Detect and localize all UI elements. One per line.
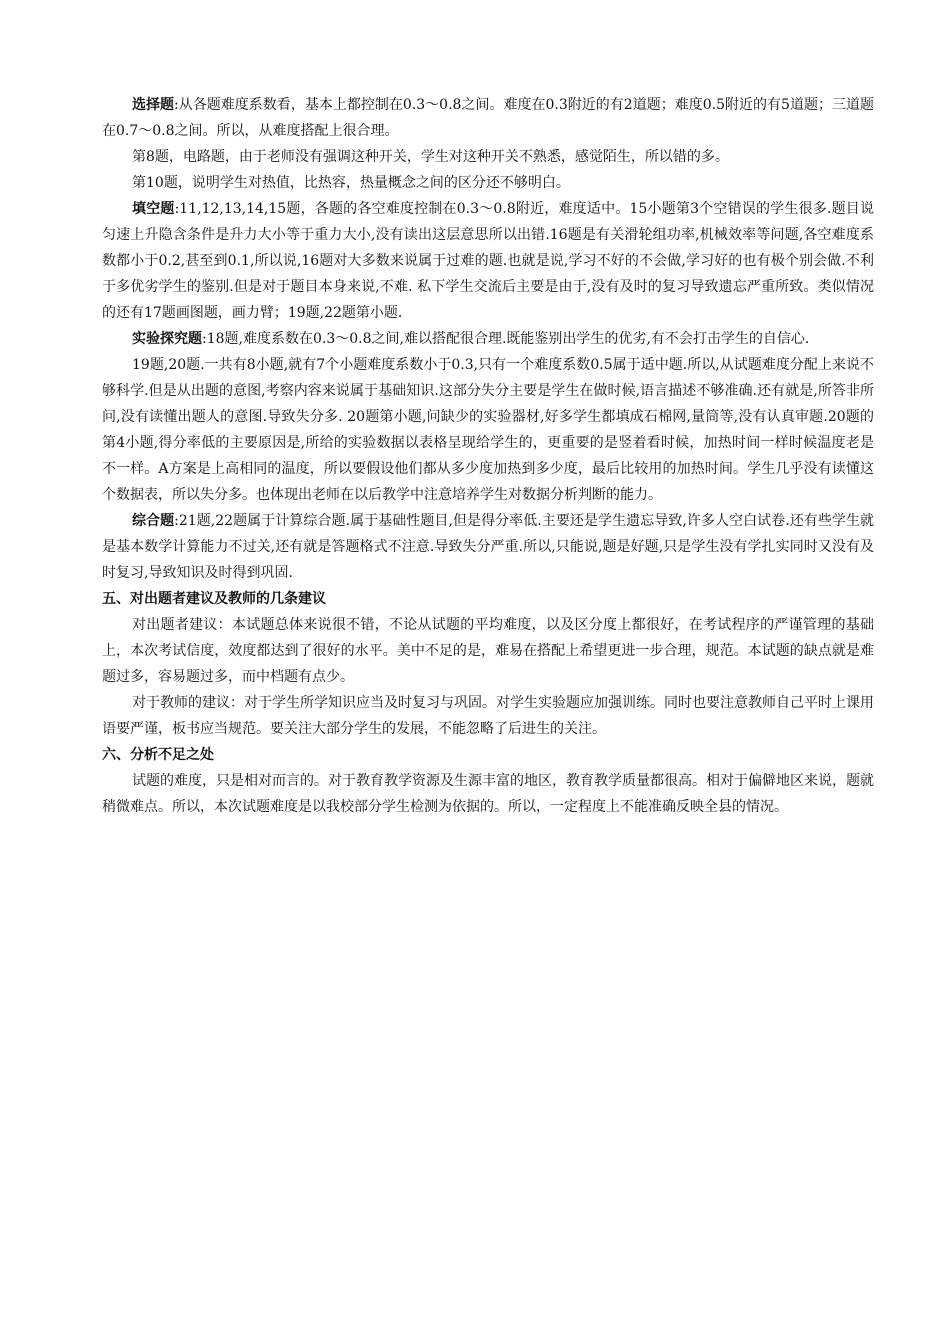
paragraph-analysis-shortcomings: 试题的难度，只是相对而言的。对于教育教学资源及生源丰富的地区，教育教学质量都很高。相对于偏僻地区来说，题就稍微难点。所以，本次试题难度是以我校部分学生检测为依据的。所以，一定程度上不能准确反映全县的情况。 — [102, 773, 874, 815]
paragraph-experiment-questions — [102, 326, 874, 352]
paragraph-question-10: 第10题，说明学生对热值，比热容，热量概念之间的区分还不够明白。 — [132, 175, 570, 191]
text-fill-questions: :11,12,13,14,15题，各题的各空难度控制在0.3～0.8附近，难度适中。15小题第3个空错误的学生很多.题目说匀速上升隐含条件是升力大小等于重力大小,没有读出这层意思所以出错.16题是有关滑轮组功率,机械效率等问题,各空难度系数都小于0.2,甚至到0.1,所以说,16题对大多数来说属于过难的题.也就是说,学习不好的不会做,学习好的也有极个别会做.不利于多优劣学生的鉴别.但是对于题目本身来说,不难. 私下学生交流后主要是由于,没有及时的复习导致遗忘严重所致。类似情况的还有17题画图题，画力臂；19题,22题第小题. — [102, 201, 874, 321]
text-experiment-questions: :18题,难度系数在0.3～0.8之间,难以搭配很合理.既能鉴别出学生的优劣,有不会打击学生的自信心. — [202, 331, 810, 347]
lead-comprehensive-questions: 综合题 — [132, 513, 175, 529]
paragraph-suggestions-for-setters: 对出题者建议：本试题总体来说很不错，不论从试题的平均难度，以及区分度上都很好，在考试程序的严谨管理的基础上，本次考试信度，效度都达到了很好的水平。美中不足的是，难易在搭配上希望更进一步合理，规范。本试题的缺点就是难题过多，容易题过多，而中档题有点少。 — [102, 617, 874, 685]
section-5-heading: 五、对出题者建议及教师的几条建议 — [102, 591, 326, 607]
paragraph-suggestions-for-teachers: 对于教师的建议：对于学生所学知识应当及时复习与巩固。对学生实验题应加强训练。同时也要注意教师自己平时上课用语要严谨，板书应当规范。要关注大部分学生的发展，不能忽略了后进生的关注。 — [102, 695, 874, 737]
paragraph-question-8: 第8题，电路题，由于老师没有强调这种开关，学生对这种开关不熟悉，感觉陌生，所以错的多。 — [132, 149, 729, 165]
document-page — [102, 92, 874, 820]
text-choice-questions: :从各题难度系数看，基本上都控制在0.3～0.8之间。难度在0.3附近的有2道题；难度0.5附近的有5道题；三道题在0.7～0.8之间。所以，从难度搭配上很合理。 — [102, 97, 875, 139]
section-6-heading: 六、分析不足之处 — [102, 747, 214, 763]
paragraph-choice-questions — [102, 92, 874, 144]
text-comprehensive-questions: :21题,22题属于计算综合题.属于基础性题目,但是得分率低.主要还是学生遗忘导致,许多人空白试卷.还有些学生就是基本数学计算能力不过关,还有就是答题格式不注意.导致失分严重.所以,只能说,题是好题,只是学生没有学扎实同时又没有及时复习,导致知识及时得到巩固. — [102, 513, 875, 581]
lead-fill-questions: 填空题 — [132, 201, 175, 217]
paragraph-fill-questions — [102, 196, 874, 326]
lead-choice-questions: 选择题 — [132, 97, 175, 113]
lead-experiment-questions: 实验探究题 — [132, 331, 202, 347]
paragraph-comprehensive-questions — [102, 508, 874, 586]
paragraph-questions-19-20: 19题,20题.一共有8小题,就有7个小题难度系数小于0.3,只有一个难度系数0.5属于适中题.所以,从试题难度分配上来说不够科学.但是从出题的意图,考察内容来说属于基础知识.这部分失分主要是学生在做时候,语言描述不够准确.还有就是,所答非所问,没有读懂出题人的意图.导致失分多. 20题第小题,问缺少的实验器材,好多学生都填成石棉网,量筒等,没有认真审题.20题的第4小题,得分率低的主要原因是,所给的实验数据以表格呈现给学生的，更重要的是竖着看时候，加热时间一样时候温度老是不一样。A方案是上高相同的温度，所以要假设他们都从多少度加热到多少度，最后比较用的加热时间。学生几乎没有读懂这个数据表，所以失分多。也体现出老师在以后教学中注意培养学生对数据分析判断的能力。 — [102, 357, 874, 503]
